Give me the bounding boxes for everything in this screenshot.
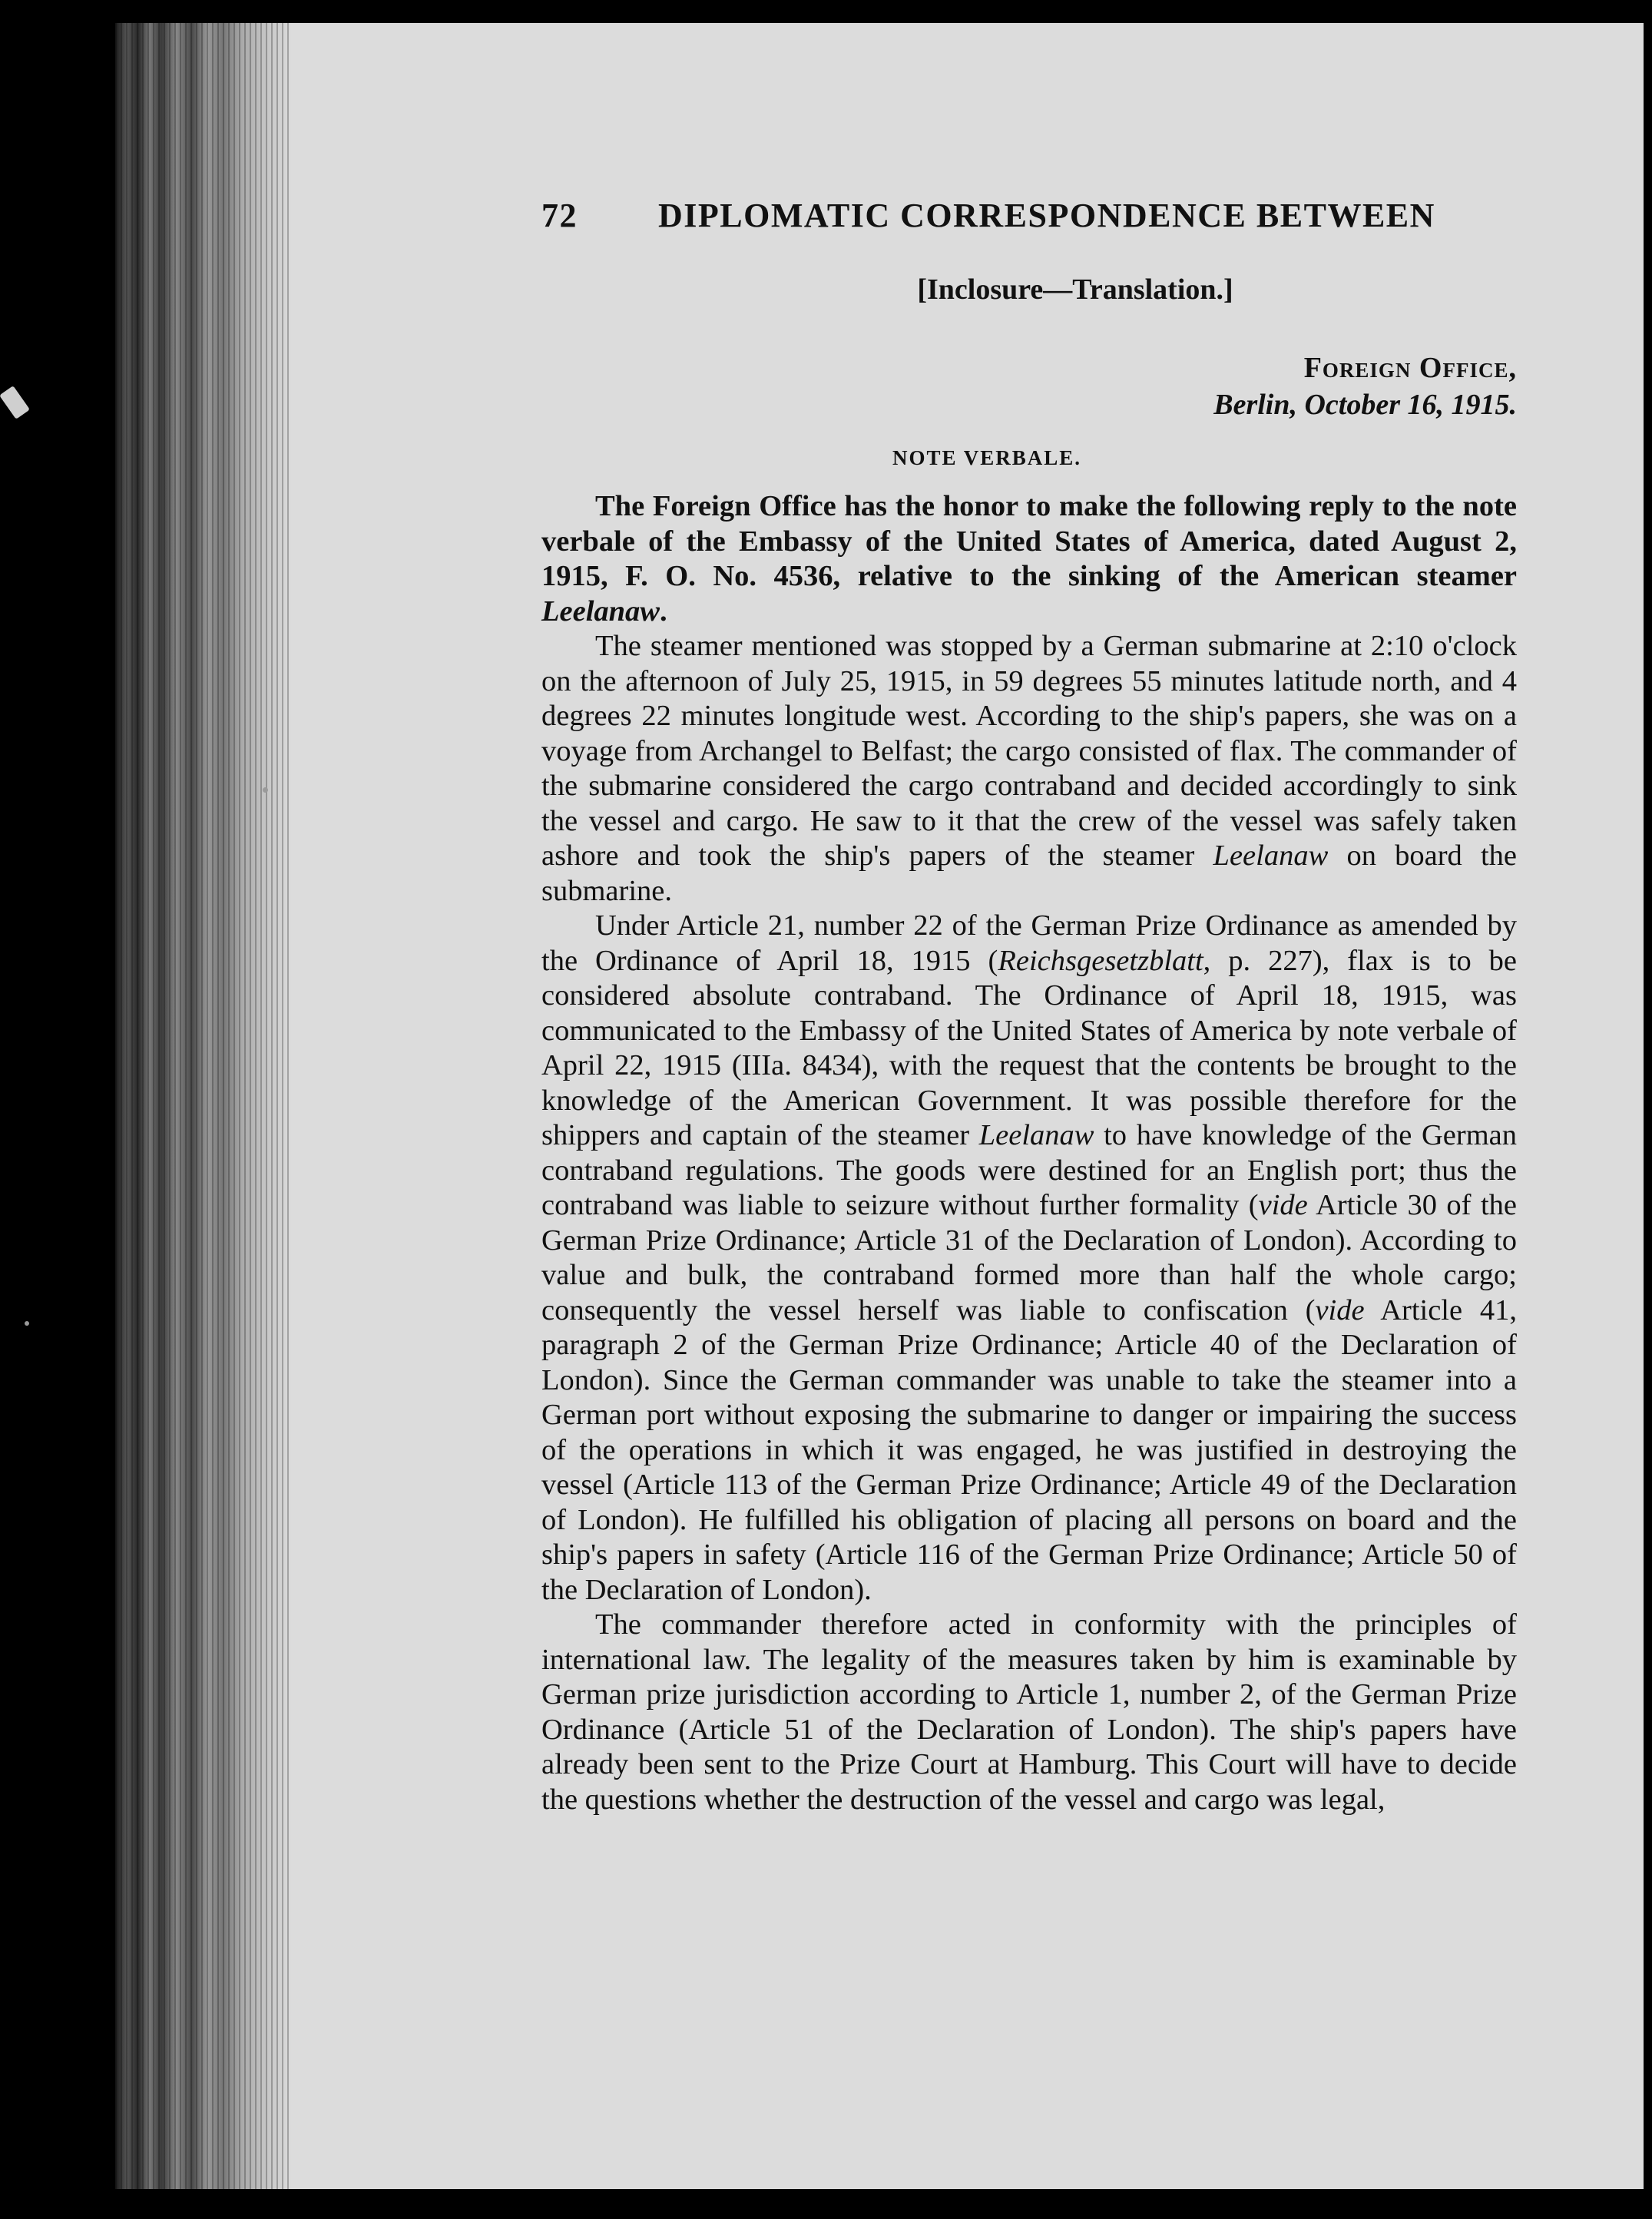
paragraph-text: The steamer mentioned was stopped by a German submarine at 2:10 o'clock on the afternoon of July 25, 1915, in 59 degrees 55 minutes latitude north, and 4 degrees 22 minutes longitude west. According to the ship's papers, she was on a voyage from Archangel to Belfast; the cargo consisted of flax. The commander of the submarine considered the cargo contraband and decided accordingly to sink the vessel and cargo. He saw to it that the crew of the vessel was safely taken ashore and took the ship's papers of the steamer [541, 630, 1517, 872]
paragraph-text: Article 30 of the German Prize Ordinance; Article 31 of the Declaration of London). According to value and bulk, the contraband formed more than half the whole cargo; consequently the vessel herself was liable to confiscation ( [541, 1189, 1517, 1326]
paragraph-text: The Foreign Office has the honor to make the following reply to the note verbale of the Embassy of the United States of America, dated August 2, 1915, F. O. No. 4536, relative to the sinking of the American steamer [541, 490, 1517, 592]
paragraph-1 [541, 489, 1517, 629]
paragraph-2 [541, 629, 1517, 909]
scan-speck [263, 787, 268, 793]
paragraph-text: Article 41, paragraph 2 of the German Prize Ordinance; Article 40 of the Declaration of London). Since the German commander was unable to take the steamer into a German port without exposing the submarine to danger or impairing the success of the operations in which it was engaged, he was justified in destroying the vessel (Article 113 of the German Prize Ordinance; Article 49 of the Declaration of London). He fulfilled his obligation of placing all persons on board and the ship's papers in safety (Article 116 of the German Prize Ordinance; Article 50 of the Declaration of London). [541, 1293, 1517, 1606]
running-head [541, 196, 1517, 257]
page-number: 72 [541, 197, 578, 234]
scan-speck [25, 1321, 29, 1326]
vide-term: vide [1258, 1189, 1308, 1221]
ship-name: Leelanaw [1213, 840, 1329, 872]
running-title: DIPLOMATIC CORRESPONDENCE BETWEEN [658, 197, 1435, 234]
vide-term: vide [1315, 1293, 1365, 1326]
book-spine [115, 23, 292, 2189]
paragraph-text: , p. 227), flax is to be considered absolute contraband. The Ordinance of April 18, 1915, was communicated to the Embassy of the United States of America by note verbale of April 22, 1915 (IIIa. 8434), with the request that the contents be brought to the knowledge of the American Government. It was possible therefore for the shippers and captain of the steamer [541, 944, 1518, 1151]
ship-name: Leelanaw [541, 594, 660, 628]
paragraph-text: . [659, 594, 667, 628]
paragraph-text: to have knowledge of the German contraband regulations. The goods were destined for an English port; thus the contraband was liable to seizure without further formality ( [541, 1119, 1517, 1221]
citation: Reichsgesetzblatt [998, 944, 1203, 977]
paragraph-text: Under Article 21, number 22 of the German Prize Ordinance as amended by the Ordinance of April 18, 1915 ( [541, 909, 1517, 977]
paragraph-text: The commander therefore acted in conformity with the principles of international law. The legality of the measures taken by him is examinable by German prize jurisdiction according to Article 1, number 2, of the German Prize Ordinance (Article 51 of the Declaration of London). The ship's papers have already been sent to the Prize Court at Hamburg. This Court will have to decide the questions whether the destruction of the vessel and cargo was legal, [541, 1608, 1517, 1816]
dateline [541, 349, 1517, 423]
paragraph-4 [541, 1608, 1517, 1817]
note-heading: NOTE VERBALE. [892, 446, 1082, 469]
page-text [541, 196, 1517, 1817]
scan-artifact [0, 386, 30, 419]
paragraph-text: on board the submarine. [541, 840, 1517, 907]
enclosure-label: [Inclosure—Translation.] [917, 273, 1233, 306]
dateline-place-date: Berlin, October 16, 1915. [1213, 389, 1517, 421]
paragraph-3 [541, 909, 1517, 1608]
ship-name: Leelanaw [978, 1119, 1094, 1151]
dateline-office: Foreign Office, [1303, 352, 1517, 384]
